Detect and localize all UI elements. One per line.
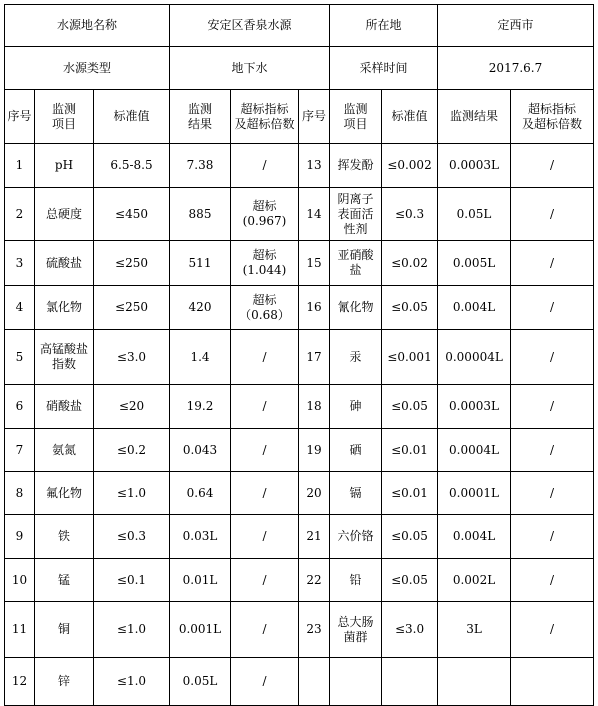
right-result-cell: 0.0001L — [438, 472, 511, 515]
left-no-cell: 2 — [5, 188, 35, 241]
left-item-cell: 铜 — [35, 602, 94, 658]
col-item-left — [35, 90, 94, 144]
right-result-cell: 0.0003L — [438, 144, 511, 188]
col-no-left: 序号 — [5, 90, 35, 144]
left-standard-cell: 6.5-8.5 — [94, 144, 170, 188]
right-item-cell: 亚硝酸盐 — [330, 241, 382, 286]
left-exceed-cell: 超标（0.68） — [231, 286, 299, 330]
col-result-left — [170, 90, 231, 144]
col-no-right: 序号 — [299, 90, 330, 144]
table-row — [5, 472, 594, 515]
left-result-cell: 19.2 — [170, 385, 231, 429]
col-exceed-line2: 及超标倍数 — [522, 116, 583, 131]
left-no-cell: 7 — [5, 429, 35, 472]
left-standard-cell: ≤250 — [94, 286, 170, 330]
col-result-line2: 结果 — [187, 116, 212, 131]
table-row — [5, 286, 594, 330]
right-exceed-cell: / — [511, 241, 594, 286]
col-exceed-left — [231, 90, 299, 144]
col-item-line2: 项目 — [343, 116, 368, 131]
left-exceed-cell: / — [231, 658, 299, 706]
left-standard-cell: ≤1.0 — [94, 602, 170, 658]
right-exceed-cell: / — [511, 602, 594, 658]
left-standard-cell: ≤1.0 — [94, 658, 170, 706]
table-row — [5, 559, 594, 602]
water-quality-table — [4, 4, 594, 706]
right-standard-cell: ≤3.0 — [382, 602, 438, 658]
right-no-cell: 22 — [299, 559, 330, 602]
right-standard-cell: ≤0.001 — [382, 330, 438, 385]
right-result-cell: 0.004L — [438, 286, 511, 330]
table-row — [5, 241, 594, 286]
right-item-cell: 阴离子表面活性剂 — [330, 188, 382, 241]
right-item-cell: 铅 — [330, 559, 382, 602]
table-row — [5, 188, 594, 241]
left-item-cell: 硝酸盐 — [35, 385, 94, 429]
right-standard-cell: ≤0.002 — [382, 144, 438, 188]
right-no-cell: 15 — [299, 241, 330, 286]
left-exceed-cell: / — [231, 559, 299, 602]
left-result-cell: 7.38 — [170, 144, 231, 188]
right-result-cell — [438, 658, 511, 706]
source-name-label: 水源地名称 — [5, 5, 170, 47]
right-exceed-cell: / — [511, 385, 594, 429]
right-standard-cell: ≤0.01 — [382, 472, 438, 515]
left-exceed-cell: / — [231, 385, 299, 429]
right-exceed-cell: / — [511, 472, 594, 515]
left-standard-cell: ≤1.0 — [94, 472, 170, 515]
col-item-line1: 监测 — [51, 101, 76, 116]
left-exceed-cell: 超标(1.044) — [231, 241, 299, 286]
right-standard-cell: ≤0.3 — [382, 188, 438, 241]
right-standard-cell: ≤0.02 — [382, 241, 438, 286]
left-item-cell: 总硬度 — [35, 188, 94, 241]
table-row — [5, 144, 594, 188]
right-item-cell: 氰化物 — [330, 286, 382, 330]
source-type-label: 水源类型 — [5, 47, 170, 90]
right-exceed-cell: / — [511, 429, 594, 472]
right-exceed-cell: / — [511, 286, 594, 330]
source-name-row — [5, 5, 594, 47]
right-no-cell: 23 — [299, 602, 330, 658]
source-name-value: 安定区香泉水源 — [170, 5, 330, 47]
col-result-right: 监测结果 — [438, 90, 511, 144]
right-no-cell: 21 — [299, 515, 330, 559]
left-result-cell: 420 — [170, 286, 231, 330]
right-item-cell — [330, 658, 382, 706]
table-row — [5, 602, 594, 658]
left-no-cell: 8 — [5, 472, 35, 515]
right-exceed-cell: / — [511, 144, 594, 188]
table-row — [5, 429, 594, 472]
left-no-cell: 4 — [5, 286, 35, 330]
left-result-cell: 885 — [170, 188, 231, 241]
left-no-cell: 9 — [5, 515, 35, 559]
col-item-right — [330, 90, 382, 144]
right-item-cell: 六价铬 — [330, 515, 382, 559]
right-no-cell: 17 — [299, 330, 330, 385]
right-exceed-cell — [511, 658, 594, 706]
left-standard-cell: ≤450 — [94, 188, 170, 241]
right-result-cell: 0.002L — [438, 559, 511, 602]
left-no-cell: 3 — [5, 241, 35, 286]
right-item-cell: 总大肠菌群 — [330, 602, 382, 658]
table-row — [5, 330, 594, 385]
col-result-line1: 监测 — [187, 101, 212, 116]
column-header-row — [5, 90, 594, 144]
right-exceed-cell: / — [511, 515, 594, 559]
col-exceed-line1: 超标指标 — [240, 101, 289, 116]
right-result-cell: 3L — [438, 602, 511, 658]
left-exceed-cell: / — [231, 429, 299, 472]
left-result-cell: 0.03L — [170, 515, 231, 559]
location-label: 所在地 — [330, 5, 438, 47]
col-standard-right: 标准值 — [382, 90, 438, 144]
right-no-cell: 18 — [299, 385, 330, 429]
col-exceed-right — [511, 90, 594, 144]
right-standard-cell: ≤0.05 — [382, 559, 438, 602]
right-standard-cell: ≤0.05 — [382, 385, 438, 429]
right-item-cell: 汞 — [330, 330, 382, 385]
left-item-cell: 锌 — [35, 658, 94, 706]
right-item-cell: 挥发酚 — [330, 144, 382, 188]
right-no-cell — [299, 658, 330, 706]
sample-time-value: 2017.6.7 — [438, 47, 594, 90]
left-no-cell: 1 — [5, 144, 35, 188]
left-item-cell: 锰 — [35, 559, 94, 602]
right-exceed-cell: / — [511, 559, 594, 602]
left-item-cell: 铁 — [35, 515, 94, 559]
col-item-line2: 项目 — [51, 116, 76, 131]
table-row — [5, 658, 594, 706]
right-result-cell: 0.05L — [438, 188, 511, 241]
right-result-cell: 0.0003L — [438, 385, 511, 429]
left-standard-cell: ≤250 — [94, 241, 170, 286]
col-exceed-line2: 及超标倍数 — [234, 116, 295, 131]
right-no-cell: 20 — [299, 472, 330, 515]
right-no-cell: 16 — [299, 286, 330, 330]
left-standard-cell: ≤0.2 — [94, 429, 170, 472]
right-exceed-cell: / — [511, 188, 594, 241]
left-exceed-cell: 超标(0.967) — [231, 188, 299, 241]
left-item-cell: 硫酸盐 — [35, 241, 94, 286]
right-standard-cell: ≤0.01 — [382, 429, 438, 472]
left-standard-cell: ≤0.3 — [94, 515, 170, 559]
left-no-cell: 12 — [5, 658, 35, 706]
left-item-cell: 高锰酸盐指数 — [35, 330, 94, 385]
col-item-line1: 监测 — [343, 101, 368, 116]
right-standard-cell: ≤0.05 — [382, 286, 438, 330]
right-no-cell: 19 — [299, 429, 330, 472]
col-exceed-line1: 超标指标 — [528, 101, 577, 116]
right-result-cell: 0.0004L — [438, 429, 511, 472]
col-standard-left: 标准值 — [94, 90, 170, 144]
left-result-cell: 0.001L — [170, 602, 231, 658]
right-item-cell: 砷 — [330, 385, 382, 429]
left-result-cell: 0.64 — [170, 472, 231, 515]
left-no-cell: 10 — [5, 559, 35, 602]
right-item-cell: 镉 — [330, 472, 382, 515]
table-row — [5, 385, 594, 429]
left-standard-cell: ≤3.0 — [94, 330, 170, 385]
right-standard-cell: ≤0.05 — [382, 515, 438, 559]
left-exceed-cell: / — [231, 472, 299, 515]
sample-time-label: 采样时间 — [330, 47, 438, 90]
left-no-cell: 6 — [5, 385, 35, 429]
source-type-row — [5, 47, 594, 90]
left-result-cell: 0.05L — [170, 658, 231, 706]
left-no-cell: 11 — [5, 602, 35, 658]
table-row — [5, 515, 594, 559]
left-result-cell: 0.01L — [170, 559, 231, 602]
right-standard-cell — [382, 658, 438, 706]
left-item-cell: pH — [35, 144, 94, 188]
left-exceed-cell: / — [231, 515, 299, 559]
left-exceed-cell: / — [231, 144, 299, 188]
right-result-cell: 0.005L — [438, 241, 511, 286]
left-result-cell: 1.4 — [170, 330, 231, 385]
right-exceed-cell: / — [511, 330, 594, 385]
right-item-cell: 硒 — [330, 429, 382, 472]
left-no-cell: 5 — [5, 330, 35, 385]
location-value: 定西市 — [438, 5, 594, 47]
source-type-value: 地下水 — [170, 47, 330, 90]
left-item-cell: 氨氮 — [35, 429, 94, 472]
left-exceed-cell: / — [231, 330, 299, 385]
right-no-cell: 13 — [299, 144, 330, 188]
left-result-cell: 511 — [170, 241, 231, 286]
left-result-cell: 0.043 — [170, 429, 231, 472]
left-standard-cell: ≤20 — [94, 385, 170, 429]
left-item-cell: 氯化物 — [35, 286, 94, 330]
left-exceed-cell: / — [231, 602, 299, 658]
right-result-cell: 0.004L — [438, 515, 511, 559]
left-standard-cell: ≤0.1 — [94, 559, 170, 602]
left-item-cell: 氟化物 — [35, 472, 94, 515]
right-result-cell: 0.00004L — [438, 330, 511, 385]
right-no-cell: 14 — [299, 188, 330, 241]
